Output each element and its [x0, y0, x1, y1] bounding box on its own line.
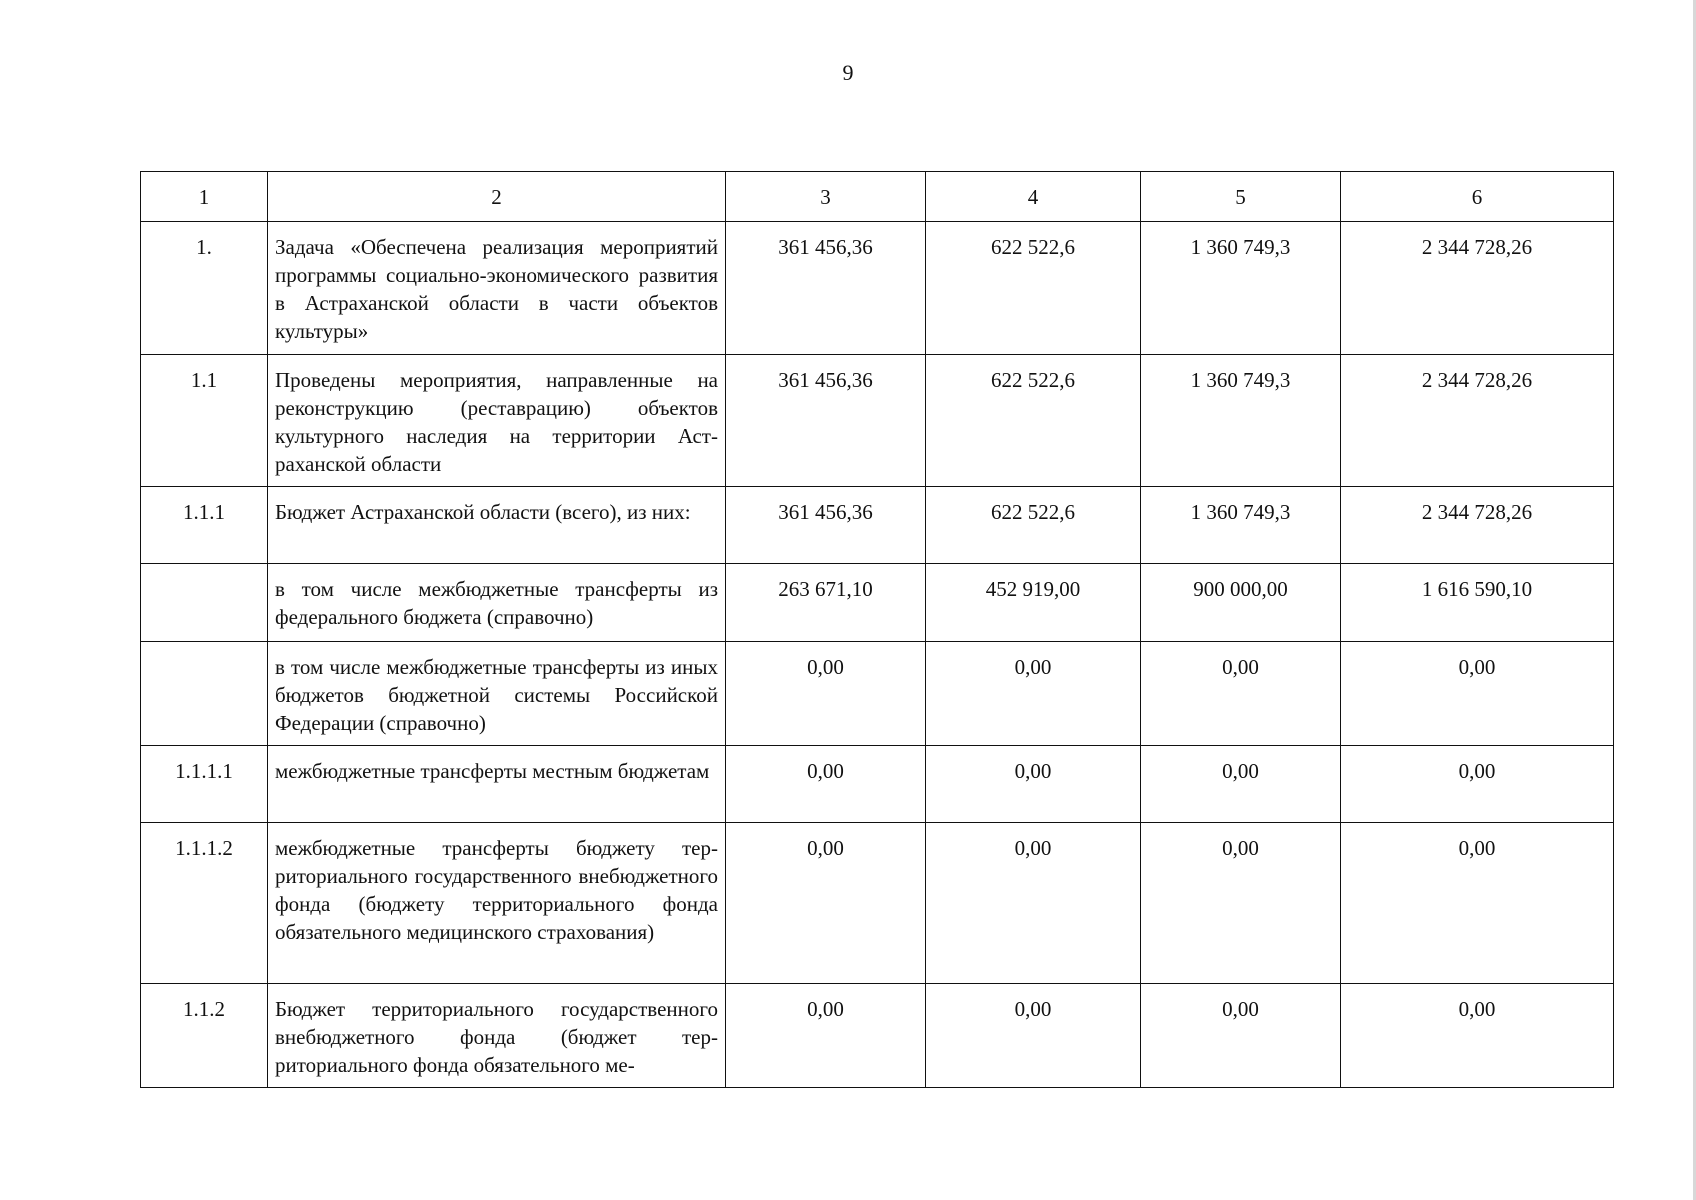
row-number — [141, 642, 268, 746]
value-col-5: 0,00 — [1141, 746, 1341, 823]
value-col-4: 0,00 — [926, 746, 1141, 823]
row-description: Задача «Обеспечена реализация мероприятий программы социально-экономического развития в Астраханской области в части объектов культуры» — [268, 222, 726, 355]
value-col-5: 1 360 749,3 — [1141, 355, 1341, 487]
row-number: 1.1 — [141, 355, 268, 487]
column-header-6: 6 — [1341, 172, 1614, 222]
value-col-5: 1 360 749,3 — [1141, 487, 1341, 564]
row-number: 1.1.1.1 — [141, 746, 268, 823]
table-row — [141, 355, 1614, 487]
row-description: Бюджет Астраханской области (всего), из них: — [268, 487, 726, 564]
value-col-3: 361 456,36 — [726, 355, 926, 487]
column-header-5: 5 — [1141, 172, 1341, 222]
value-col-6: 2 344 728,26 — [1341, 355, 1614, 487]
value-col-3: 0,00 — [726, 642, 926, 746]
value-col-3: 0,00 — [726, 823, 926, 984]
value-col-4: 622 522,6 — [926, 222, 1141, 355]
column-header-4: 4 — [926, 172, 1141, 222]
value-col-4: 0,00 — [926, 642, 1141, 746]
row-description: Проведены мероприятия, направленные на реконструкцию (реставрацию) объектов культурного наследия на территории Астраханской области — [268, 355, 726, 487]
budget-table — [140, 171, 1614, 1088]
value-col-6: 0,00 — [1341, 984, 1614, 1088]
value-col-4: 0,00 — [926, 823, 1141, 984]
table-row — [141, 564, 1614, 642]
value-col-4: 0,00 — [926, 984, 1141, 1088]
value-col-6: 0,00 — [1341, 746, 1614, 823]
row-number: 1.1.1.2 — [141, 823, 268, 984]
row-description: межбюджетные трансферты местным бюджетам — [268, 746, 726, 823]
table-row — [141, 642, 1614, 746]
value-col-6: 0,00 — [1341, 823, 1614, 984]
row-description: в том числе межбюджетные трансферты из иных бюджетов бюджетной системы Российской Федерации (справочно) — [268, 642, 726, 746]
row-number: 1.1.1 — [141, 487, 268, 564]
row-description: в том числе межбюджетные трансферты из федерального бюджета (справочно) — [268, 564, 726, 642]
value-col-5: 0,00 — [1141, 984, 1341, 1088]
value-col-6: 2 344 728,26 — [1341, 487, 1614, 564]
value-col-5: 900 000,00 — [1141, 564, 1341, 642]
value-col-3: 0,00 — [726, 746, 926, 823]
value-col-5: 0,00 — [1141, 823, 1341, 984]
value-col-4: 452 919,00 — [926, 564, 1141, 642]
row-number: 1. — [141, 222, 268, 355]
value-col-5: 0,00 — [1141, 642, 1341, 746]
table-row — [141, 487, 1614, 564]
table-row — [141, 984, 1614, 1088]
page-number: 9 — [842, 60, 854, 85]
row-description: Бюджет территориального государственного внебюджетного фонда (бюджет территориального фонда обязательного ме- — [268, 984, 726, 1088]
value-col-6: 2 344 728,26 — [1341, 222, 1614, 355]
column-header-3: 3 — [726, 172, 926, 222]
value-col-6: 0,00 — [1341, 642, 1614, 746]
table-header-row — [141, 172, 1614, 222]
value-col-3: 0,00 — [726, 984, 926, 1088]
table-row — [141, 823, 1614, 984]
value-col-4: 622 522,6 — [926, 487, 1141, 564]
column-header-2: 2 — [268, 172, 726, 222]
value-col-3: 263 671,10 — [726, 564, 926, 642]
value-col-3: 361 456,36 — [726, 487, 926, 564]
value-col-6: 1 616 590,10 — [1341, 564, 1614, 642]
table-row — [141, 746, 1614, 823]
row-number — [141, 564, 268, 642]
column-header-1: 1 — [141, 172, 268, 222]
row-number: 1.1.2 — [141, 984, 268, 1088]
value-col-5: 1 360 749,3 — [1141, 222, 1341, 355]
table-row — [141, 222, 1614, 355]
value-col-4: 622 522,6 — [926, 355, 1141, 487]
row-description: межбюджетные трансферты бюджету территориального государственного внебюджетного фонда (бюджету территориального фонда обязательного медицинского страхования) — [268, 823, 726, 984]
value-col-3: 361 456,36 — [726, 222, 926, 355]
